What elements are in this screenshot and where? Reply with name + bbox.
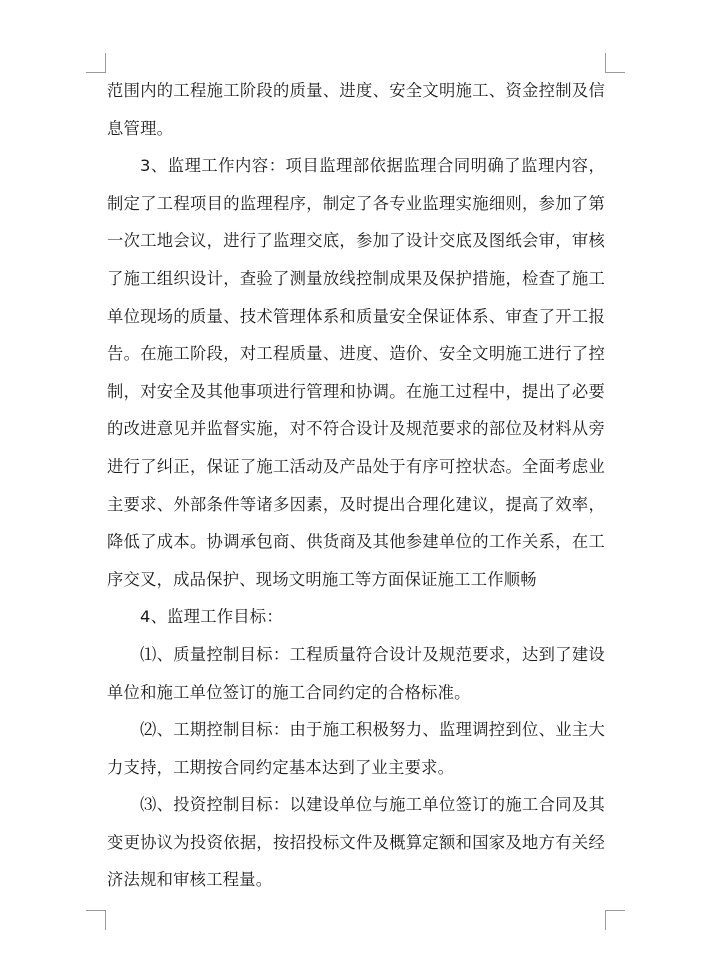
crop-mark-bottom-right [605, 910, 625, 930]
crop-mark-top-right [605, 53, 625, 73]
paragraph-supervision-content: 3、监理工作内容：项目监理部依据监理合同明确了监理内容，制定了工程项目的监理程序，制定了各专业监理实施细则，参加了第一次工地会议，进行了监理交底，参加了设计交底及图纸会审，审核了施工组织设计，查验了测量放线控制成果及保护措施，检查了施工单位现场的质量、技术管理体系和质量安全保证体系、审查了开工报告。在施工阶段，对工程质量、进度、造价、安全文明施工进行了控制，对安全及其他事项进行管理和协调。在施工过程中，提出了必要的改进意见并监督实施，对不符合设计及规范要求的部位及材料从旁进行了纠正，保证了施工活动及产品处于有序可控状态。全面考虑业主要求、外部条件等诸多因素，及时提出合理化建议，提高了效率，降低了成本。协调承包商、供货商及其他参建单位的工作关系，在工序交叉，成品保护、现场文明施工等方面保证施工工作顺畅 [107, 156, 605, 589]
paragraph-supervision-goals-heading: 4、监理工作目标： [140, 607, 283, 627]
paragraph-schedule-control-goal: ⑵、工期控制目标：由于施工积极努力、监理调控到位、业主大力支持，工期按合同约定基本达到了业主要求。 [107, 720, 605, 777]
paragraph-quality-control-goal: ⑴、质量控制目标：工程质量符合设计及规范要求，达到了建设单位和施工单位签订的施工合同约定的合格标准。 [107, 644, 605, 702]
paragraph-scope-continuation: 范围内的工程施工阶段的质量、进度、安全文明施工、资金控制及信息管理。 [107, 81, 605, 138]
crop-mark-bottom-left [86, 910, 106, 930]
crop-mark-top-left [86, 53, 106, 73]
document-body [107, 72, 605, 899]
paragraph-investment-control-goal: ⑶、投资控制目标：以建设单位与施工单位签订的施工合同及其变更协议为投资依据，按招投标文件及概算定额和国家及地方有关经济法规和审核工程量。 [107, 795, 605, 890]
